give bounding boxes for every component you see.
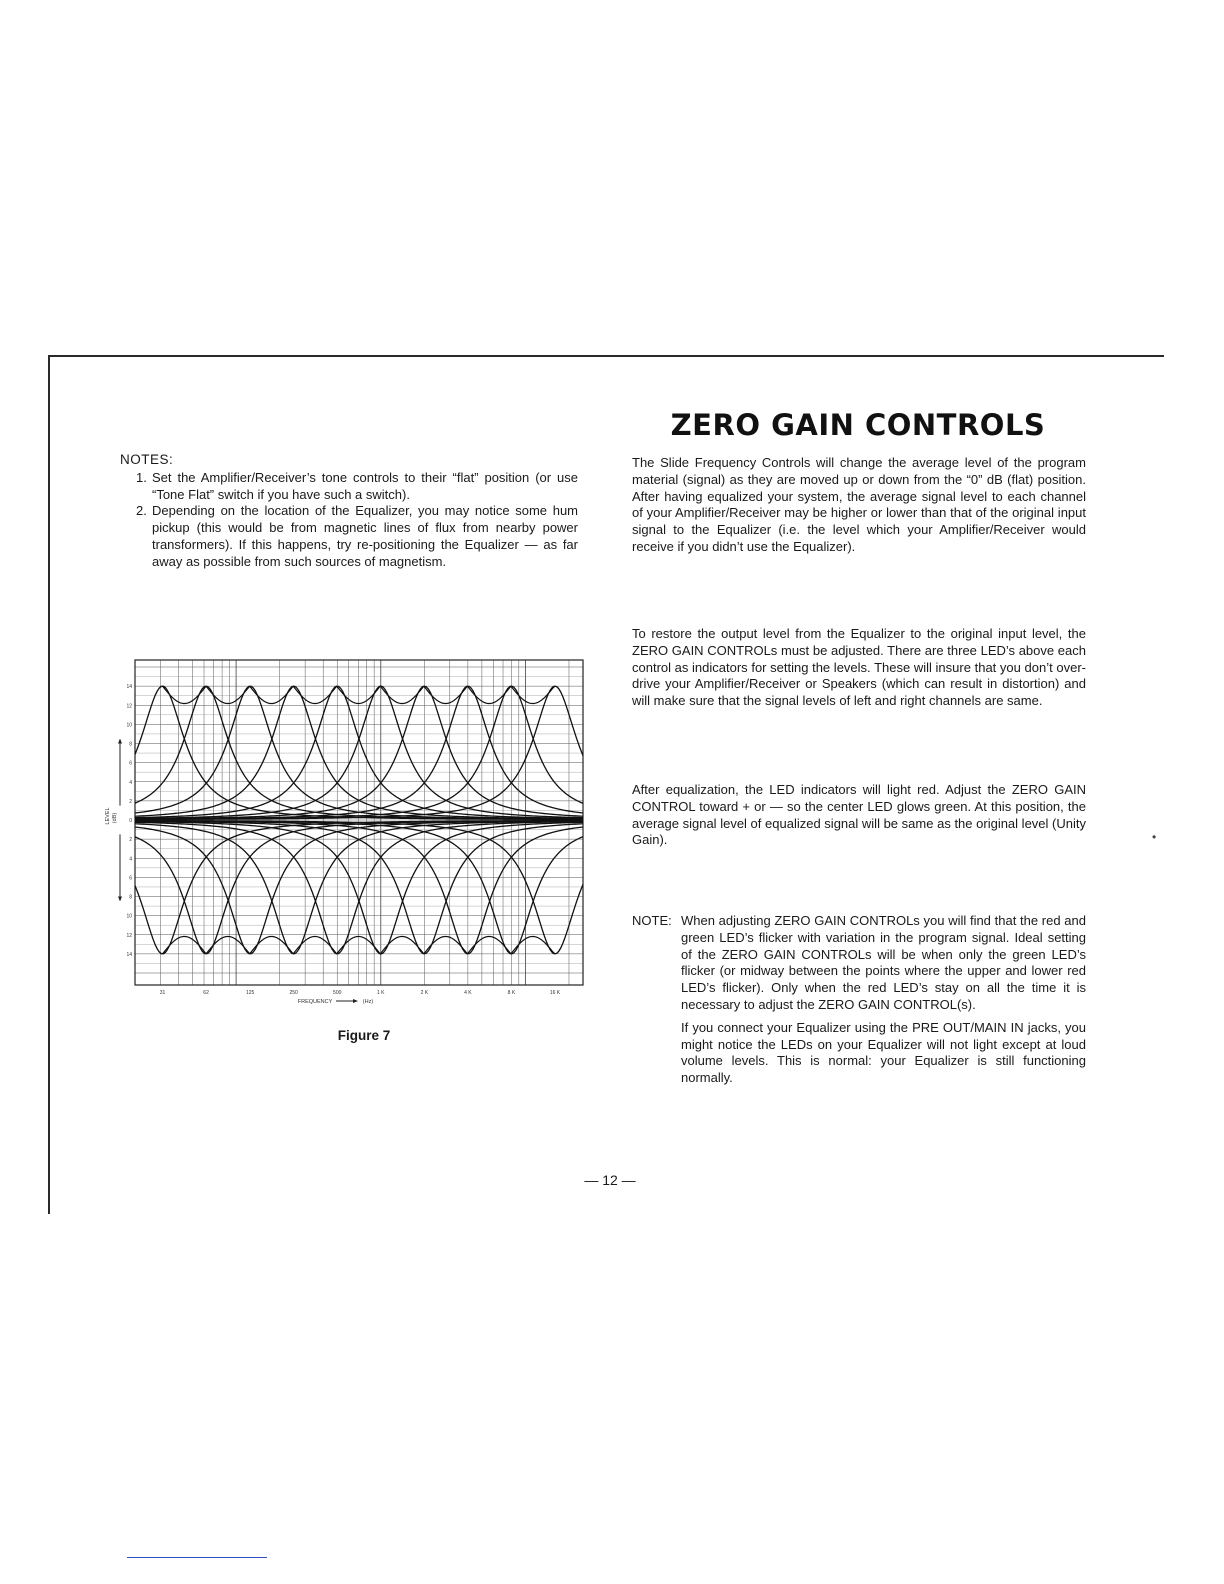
x-tick-label: 1 K [377,990,385,996]
eq-curve [135,686,583,819]
figure-caption: Figure 7 [337,1028,391,1043]
x-axis-arrowhead [353,999,358,1003]
note-item [120,470,578,504]
note-text: Depending on the location of the Equalizer, you may notice some hum pickup (this would be from magnetic lines of flux from nearby power transformers). If this happens, try re-positioning the Equalizer — as far away as possible from such sources of magnetism. [152,503,578,569]
paragraph-restore-level: To restore the output level from the Equalizer to the original input level, the ZERO GAIN CONTROLs must be adjusted. There are three LED’s above each control as indicators for setting the levels. These will insure that you don’t over-drive your Amplifier/Receiver or Speakers (which can result in distortion) and will make sure that the signal levels of left and right channels are same. [632,626,1086,709]
y-tick-label: 2 [129,798,132,805]
paragraph-level-change: The Slide Frequency Controls will change the average level of the program material (signal) as they are moved up or down from the “0” dB (flat) position. After having equalized your system, the average signal level to each channel of your Amplifier/Receiver may be higher or lower than that of the original input signal to the Equalizer (i.e. the level which your Amplifier/Receiver would receive if you didn’t use the Equalizer). [632,455,1086,554]
y-axis-unit: (dB) [112,812,118,824]
x-tick-label: 8 K [507,990,516,996]
x-axis-label: FREQUENCY [297,999,333,1005]
x-tick-label: 62 [203,990,209,996]
eq-curve [135,686,583,818]
bottom-line [127,1557,267,1558]
eq-curve [135,821,583,954]
top-border-rule [48,355,1164,357]
eq-curve [135,686,583,819]
y-tick-label: 12 [126,932,132,939]
x-tick-label: 31 [159,990,166,996]
eq-curve [135,821,583,954]
zero-gain-note [632,913,1086,1087]
y-tick-label: 4 [129,856,132,863]
y-axis-label: LEVEL [105,807,111,825]
left-border-rule [48,356,50,1214]
x-tick-label: 4 K [464,990,472,996]
x-axis-unit: (Hz) [362,999,374,1005]
y-tick-label: 10 [126,913,132,920]
y-tick-label: 12 [126,703,132,710]
y-tick-label: 14 [126,684,132,691]
frequency-response-chart [100,655,600,1010]
eq-curve [135,821,583,954]
corner-mark: • [1152,830,1157,844]
eq-curve [135,821,583,954]
y-axis-arrowhead-down [118,897,122,902]
eq-curve [135,822,583,954]
eq-curve [135,821,583,954]
y-tick-label: 6 [129,760,132,767]
note-body-pre-out: If you connect your Equalizer using the PRE OUT/MAIN IN jacks, you might notice the LEDs on your Equalizer will not light except at loud volume levels. This is normal: your Equalizer is still functioning normally. [681,1019,1086,1086]
x-tick-label: 250 [289,990,298,996]
note-number: 2. [136,503,147,519]
eq-curve [135,821,583,954]
eq-curve [135,686,583,819]
y-tick-label: 8 [129,741,132,748]
x-tick-label: 125 [245,990,255,996]
page-number: — 12 — [584,1172,636,1188]
note-item [120,503,578,570]
eq-curve [135,822,583,954]
eq-curve [135,686,583,819]
x-tick-label: 2 K [420,990,429,996]
eq-curve [135,686,583,819]
y-tick-label: 8 [129,894,132,901]
note-text: Set the Amplifier/Receiver’s tone controls to their “flat” position (or use “Tone Flat” switch if you have such a switch). [152,469,578,502]
y-tick-label: 14 [126,951,132,958]
eq-curve [135,686,583,819]
note-number: 1. [136,469,147,485]
eq-envelope [163,936,555,953]
x-tick-label: 16 K [549,990,561,996]
eq-curve [135,686,583,819]
eq-envelope [163,686,555,703]
eq-curve [135,686,583,818]
y-axis-arrowhead-up [118,739,122,744]
note-label: NOTE: [632,913,672,928]
y-tick-label: 0 [129,818,132,824]
notes-title: NOTES: [120,452,174,467]
notes-block [120,452,578,571]
note-body: When adjusting ZERO GAIN CONTROLs you will find that the red and green LED’s flicker with variation in the program signal. Ideal setting of the ZERO GAIN CONTROLs will be when only the green LED’s flicker (or midway between the points where the upper and lower red LED’s flicker). Only when the red LED’s stay on all the time it is necessary to adjust the ZERO GAIN CONTROL(s). [681,913,1086,1012]
eq-curve [135,821,583,954]
eq-curve [135,821,583,954]
y-tick-label: 2 [129,837,132,844]
y-tick-label: 10 [126,722,132,729]
x-tick-label: 500 [333,990,342,996]
y-tick-label: 6 [129,875,132,882]
eq-curve [135,686,583,819]
paragraph-adjust-led: After equalization, the LED indicators will light red. Adjust the ZERO GAIN CONTROL toward + or — so the center LED glows green. At this position, the average signal level of equalized signal will be same as the original level (Unity Gain). [632,782,1086,848]
y-tick-label: 4 [129,779,132,786]
section-title: ZERO GAIN CONTROLS [670,408,1046,442]
